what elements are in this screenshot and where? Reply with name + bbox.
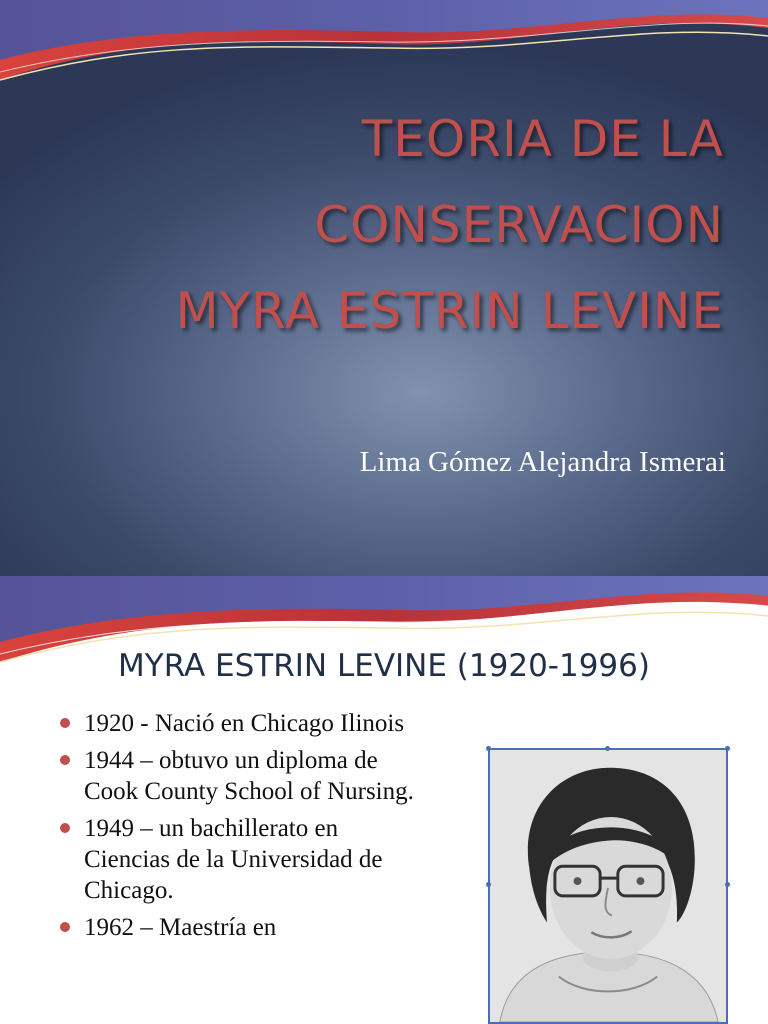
portrait-photo-icon [490, 750, 726, 1022]
bullet-icon [60, 922, 70, 932]
bullet-text: 1962 – Maestría en [84, 914, 277, 941]
decorative-wave-banner [0, 0, 768, 100]
list-item [60, 745, 430, 807]
bullet-text: 1944 – obtuvo un diploma de Cook County School of Nursing. [84, 747, 414, 805]
slide-title [40, 96, 724, 354]
bullet-icon [60, 718, 70, 728]
resize-handle[interactable] [725, 746, 730, 751]
resize-handle[interactable] [605, 746, 610, 751]
list-item [60, 912, 430, 943]
bullet-icon [60, 755, 70, 765]
list-item [60, 708, 430, 739]
resize-handle[interactable] [486, 882, 491, 887]
resize-handle[interactable] [486, 746, 491, 751]
title-line-2: CONSERVACION [314, 196, 724, 254]
slide-subtitle: Lima Gómez Alejandra Ismerai [359, 446, 726, 478]
title-line-1: TEORIA DE LA [361, 110, 724, 168]
list-item [60, 813, 430, 906]
resize-handle[interactable] [725, 882, 730, 887]
bullet-text: 1949 – un bachillerato en Ciencias de la Universidad de Chicago. [84, 815, 383, 904]
title-line-3: MYRA ESTRIN LEVINE [175, 282, 724, 340]
biography-slide [0, 576, 768, 1024]
bullet-icon [60, 823, 70, 833]
portrait-photo[interactable] [488, 748, 728, 1024]
bullet-text: 1920 - Nació en Chicago Ilinois [84, 710, 405, 737]
slide-heading: MYRA ESTRIN LEVINE (1920-1996) [118, 648, 650, 684]
biography-list [60, 708, 430, 949]
